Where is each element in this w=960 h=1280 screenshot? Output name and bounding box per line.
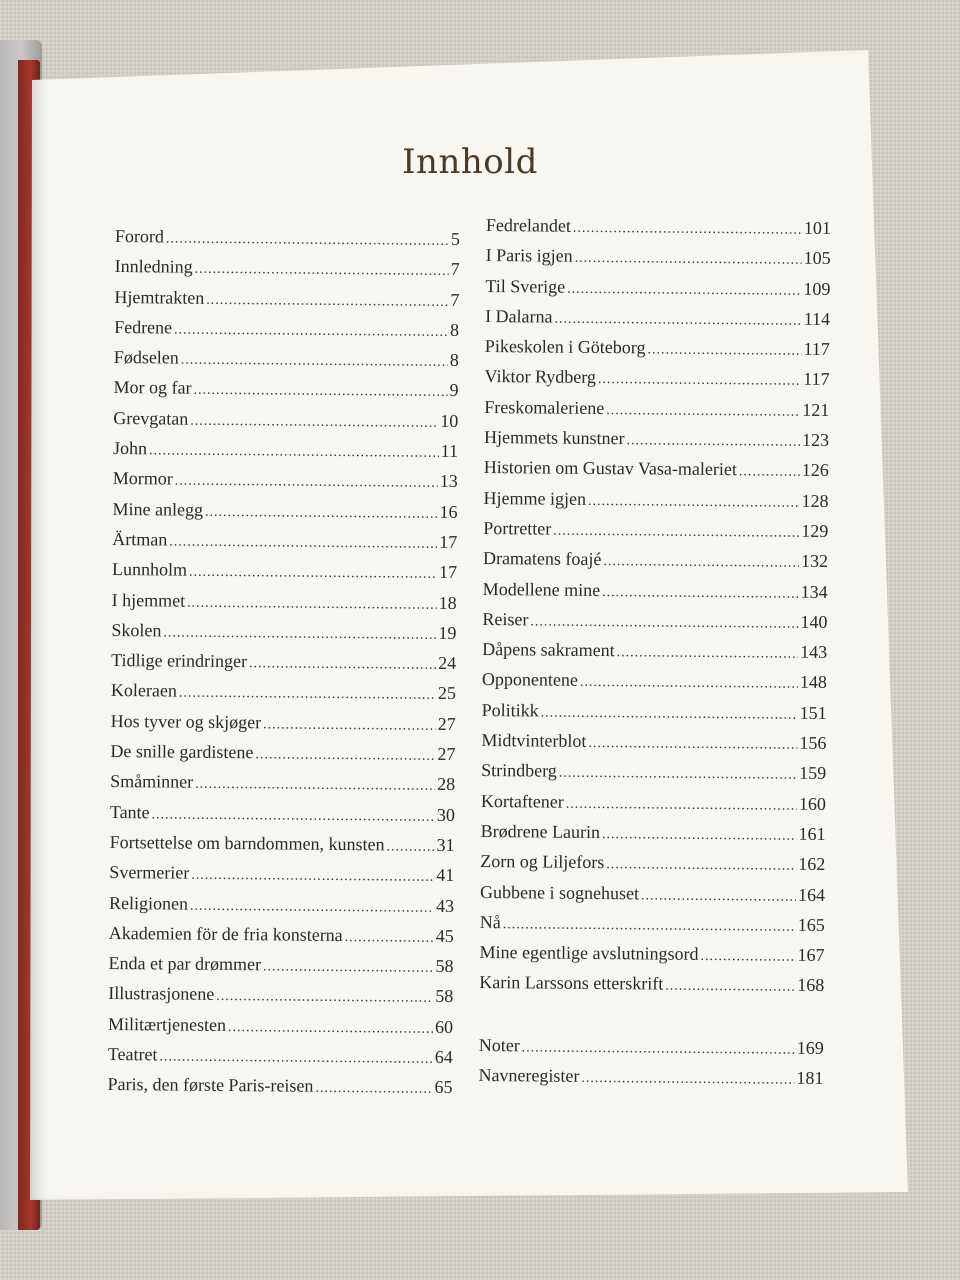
toc-entry-title: Forord (114, 226, 164, 247)
toc-dot-leader (163, 625, 436, 643)
toc-page-number: 128 (801, 490, 829, 511)
toc-entry-title: Gubbene i sognehuset (480, 881, 640, 903)
toc-dot-leader (606, 857, 796, 875)
toc-spacer (479, 1003, 824, 1038)
toc-entry (108, 1014, 453, 1047)
toc-entry-title: Lunnholm (111, 559, 188, 580)
toc-entry-title: Opponentene (481, 669, 578, 691)
toc-entry (479, 942, 824, 975)
toc-page-number: 24 (438, 652, 457, 674)
toc-entry-title: Mor og far (113, 377, 192, 399)
toc-entry-title: Svermerier (109, 862, 190, 883)
toc-dot-leader (206, 292, 448, 310)
toc-entry (113, 408, 458, 441)
toc-entry-title: Navneregister (478, 1064, 580, 1086)
toc-dot-leader (255, 747, 435, 765)
toc-entry-title: Teatret (107, 1043, 158, 1065)
toc-entry-title: Religionen (109, 892, 189, 914)
toc-entry (483, 548, 828, 581)
toc-entry-title: Kortaftener (480, 790, 564, 812)
toc-entry (481, 760, 826, 793)
toc-entry-title: Hjemtrakten (114, 286, 205, 308)
toc-entry (483, 488, 828, 521)
toc-page-number: 18 (438, 592, 457, 613)
toc-page-number: 27 (437, 713, 456, 734)
toc-entry (481, 791, 826, 824)
toc-dot-leader (169, 534, 437, 552)
toc-dot-leader (159, 1049, 432, 1067)
toc-page-number: 5 (450, 228, 460, 250)
toc-entry-title: Reiser (482, 608, 529, 630)
toc-dot-leader (602, 585, 799, 603)
toc-dot-leader (598, 372, 801, 390)
toc-page-number: 148 (799, 672, 828, 693)
toc-page-number: 160 (798, 793, 826, 814)
toc-entry (109, 893, 454, 926)
toc-page-number: 58 (435, 986, 454, 1007)
toc-page-number: 58 (435, 955, 454, 977)
toc-page-number: 27 (437, 743, 456, 765)
toc-dot-leader (315, 1081, 432, 1098)
toc-dot-leader (149, 443, 439, 462)
toc-entry-title: Koleraen (110, 680, 178, 702)
toc-dot-leader (195, 777, 435, 795)
toc-entry (484, 427, 829, 460)
toc-entry-title: Nå (479, 911, 501, 932)
toc-entry-title: Småminner (110, 771, 194, 793)
toc-dot-leader (189, 565, 437, 583)
toc-dot-leader (588, 736, 797, 754)
toc-page-number: 10 (440, 410, 459, 431)
toc-dot-leader (263, 717, 436, 735)
toc-dot-leader (187, 595, 437, 613)
toc-page-number: 30 (436, 804, 455, 825)
toc-entry-title: Tante (109, 801, 150, 822)
toc-dot-leader (166, 231, 449, 249)
toc-page-number: 41 (436, 865, 455, 886)
toc-entry (111, 711, 456, 744)
toc-entry (111, 620, 456, 653)
toc-page-number: 65 (434, 1077, 453, 1098)
toc-dot-leader (190, 898, 434, 916)
toc-entry (114, 347, 459, 380)
toc-dot-leader (575, 251, 802, 269)
toc-entry (480, 821, 825, 854)
toc-entry (111, 680, 456, 713)
toc-page-number: 11 (440, 440, 459, 462)
toc-entry-title: Brødrene Laurin (480, 820, 601, 842)
toc-entry-title: Karin Larssons etterskrift (479, 972, 664, 994)
toc-entry (484, 366, 829, 399)
toc-entry-title: Skolen (111, 619, 162, 641)
toc-dot-leader (567, 281, 801, 299)
toc-page-number: 31 (436, 834, 455, 855)
toc-entry (109, 832, 454, 865)
toc-entry (484, 397, 829, 430)
toc-page-number: 28 (437, 774, 456, 795)
toc-entry (482, 609, 827, 642)
toc-dot-leader (530, 614, 798, 632)
toc-dot-leader (179, 686, 436, 704)
toc-entry-title: Politikk (481, 699, 539, 721)
toc-dot-leader (522, 1040, 795, 1058)
toc-page-number: 140 (800, 611, 828, 632)
toc-dot-leader (553, 524, 799, 542)
toc-entry-title: Mormor (112, 468, 173, 489)
toc-dot-leader (603, 554, 799, 572)
toc-page-number: 19 (438, 622, 457, 643)
toc-entry-title: Noter (478, 1034, 520, 1056)
toc-entry-title: Dåpens sakrament (482, 639, 615, 661)
toc-page-number: 126 (801, 460, 829, 481)
toc-entry (482, 639, 827, 672)
toc-entry-title: Mine egentlige avslutningsord (479, 942, 699, 965)
toc-entry (485, 276, 830, 309)
toc-page-number: 105 (803, 248, 831, 269)
toc-dot-leader (626, 433, 800, 451)
toc-entry (109, 923, 454, 956)
toc-page-number: 159 (799, 763, 827, 784)
toc-page-number: 181 (796, 1067, 824, 1088)
toc-dot-leader (503, 917, 796, 936)
toc-entry (112, 590, 457, 623)
toc-entry (479, 1035, 824, 1068)
toc-entry (485, 245, 830, 278)
toc-page-number: 13 (439, 471, 458, 492)
toc-dot-leader (641, 888, 796, 905)
toc-page-number: 45 (435, 925, 454, 946)
toc-dot-leader (175, 474, 438, 492)
toc-entry-title: Innledning (114, 256, 193, 277)
toc-entry (109, 862, 454, 895)
toc-page-number: 123 (801, 429, 830, 451)
toc-page-number: 167 (797, 944, 825, 966)
toc-entry-title: Til Sverige (485, 275, 566, 297)
toc-entry-title: Strindberg (481, 760, 557, 781)
toc-entry (483, 518, 828, 551)
toc-page-number: 17 (438, 562, 458, 583)
toc-dot-leader (665, 979, 795, 996)
toc-entry-title: Fedrelandet (485, 215, 571, 236)
toc-dot-leader (152, 807, 435, 825)
toc-page-number: 7 (450, 259, 460, 280)
toc-page-number: 132 (800, 551, 829, 572)
toc-entry-title: Ärtman (112, 528, 168, 550)
toc-dot-leader (739, 465, 800, 482)
toc-page-number: 156 (799, 732, 827, 754)
toc-entry (107, 1074, 452, 1107)
toc-right-column (478, 215, 831, 1098)
toc-page-number: 162 (798, 853, 826, 875)
toc-dot-leader (606, 403, 800, 421)
toc-page-number: 64 (434, 1046, 453, 1067)
toc-entry (485, 336, 830, 369)
toc-entry (113, 438, 458, 471)
toc-entry-title: Akademien för de fria konsterna (108, 922, 343, 945)
toc-page-number: 117 (803, 369, 830, 390)
toc-entry (114, 256, 459, 289)
toc-dot-leader (174, 322, 448, 340)
toc-entry-title: Modellene mine (482, 578, 601, 600)
toc-entry-title: Enda et par drømmer (108, 953, 262, 975)
toc-entry (114, 317, 459, 350)
toc-entry-title: Pikeskolen i Göteborg (484, 336, 646, 358)
toc-entry-title: Portretter (483, 517, 552, 539)
toc-dot-leader (191, 868, 434, 886)
toc-dot-leader (541, 705, 798, 723)
toc-entry (480, 912, 825, 945)
toc-entry (482, 669, 827, 702)
toc-entry-title: Tidlige erindringer (111, 650, 248, 672)
toc-page-number: 164 (797, 884, 826, 905)
toc-dot-leader (647, 343, 801, 360)
toc-dot-leader (205, 504, 438, 522)
toc-page-number: 60 (434, 1016, 454, 1037)
toc-page-number: 17 (439, 531, 458, 552)
toc-entry-title: Hos tyver og skjøger (110, 710, 262, 733)
toc-entry (483, 579, 828, 612)
toc-entry (480, 851, 825, 884)
toc-dot-leader (263, 959, 434, 976)
toc-page-number: 168 (797, 975, 825, 996)
toc-page-number: 165 (797, 914, 825, 935)
page-title: Innhold (402, 142, 538, 182)
toc-entry-title: Illustrasjonene (108, 983, 215, 1005)
toc-entry (110, 802, 455, 835)
toc-entry-title: Freskomaleriene (484, 396, 605, 418)
toc-entry-title: Historien om Gustav Vasa-maleriet (483, 457, 737, 480)
toc-entry (113, 468, 458, 501)
toc-dot-leader (573, 221, 802, 239)
toc-entry-title: Grevgatan (113, 407, 189, 429)
toc-entry (480, 882, 825, 915)
toc-dot-leader (228, 1020, 433, 1038)
toc-dot-leader (554, 311, 801, 329)
toc-dot-leader (181, 353, 448, 371)
toc-dot-leader (566, 796, 797, 814)
toc-dot-leader (345, 930, 434, 947)
toc-page-number: 143 (800, 641, 828, 663)
toc-page-number: 8 (450, 319, 460, 340)
toc-page-number: 8 (449, 350, 459, 371)
toc-entry-title: I hjemmet (111, 589, 186, 611)
toc-page-number: 16 (439, 501, 458, 522)
toc-entry-title: Mine anlegg (112, 498, 204, 520)
toc-page-number: 169 (796, 1037, 824, 1058)
toc-entry (479, 972, 824, 1005)
toc-entry-title: Viktor Rydberg (484, 366, 597, 388)
toc-page-number: 114 (803, 308, 831, 329)
toc-entry (115, 226, 460, 259)
toc-page-number: 109 (803, 278, 831, 299)
toc-entry (108, 983, 453, 1016)
toc-dot-leader (195, 262, 449, 280)
toc-page-number: 117 (803, 338, 830, 360)
toc-entry (108, 1044, 453, 1077)
toc-page-number: 101 (803, 217, 831, 239)
toc-entry-title: Fedrene (114, 316, 173, 338)
toc-entry (112, 559, 457, 592)
toc-entry-title: Dramatens foajé (482, 548, 602, 570)
toc-entry (110, 771, 455, 804)
toc-page-number: 161 (798, 823, 826, 844)
toc-entry (112, 529, 457, 562)
toc-dot-leader (602, 827, 797, 845)
toc-page-number: 43 (435, 895, 455, 916)
toc-page-number: 7 (450, 289, 460, 310)
toc-dot-leader (193, 383, 447, 401)
toc-page-number: 25 (437, 683, 457, 704)
toc-entry (481, 730, 826, 763)
toc-entry-title: Zorn og Liljefors (480, 851, 605, 873)
toc-entry-title: Militærtjenesten (107, 1013, 227, 1035)
toc-page-number: 134 (800, 581, 828, 602)
toc-entry (482, 700, 827, 733)
toc-entry-title: John (112, 438, 148, 459)
toc-page-number: 121 (802, 399, 830, 420)
toc-dot-leader (700, 949, 795, 966)
toc-entry-title: Fortsettelse om barndommen, kunsten (109, 831, 385, 855)
toc-dot-leader (559, 766, 797, 784)
toc-dot-leader (386, 839, 434, 855)
toc-entry (110, 741, 455, 774)
toc-dot-leader (580, 675, 798, 693)
toc-entry (108, 953, 453, 986)
toc-entry (485, 306, 830, 339)
toc-dot-leader (216, 989, 433, 1007)
toc-dot-leader (190, 413, 438, 431)
toc-page-number: 129 (801, 520, 829, 541)
toc-dot-leader (249, 656, 436, 674)
toc-entry-title: Midtvinterblot (481, 730, 587, 751)
toc-page-number: 9 (449, 380, 459, 401)
toc-dot-leader (617, 645, 799, 663)
toc-entry (478, 1065, 823, 1098)
toc-entry-title: Paris, den første Paris-reisen (107, 1074, 314, 1097)
toc-entry (114, 287, 459, 320)
toc-entry (486, 215, 831, 248)
toc-entry-title: I Dalarna (485, 305, 553, 327)
toc-entry (113, 377, 458, 410)
toc-entry (112, 499, 457, 532)
toc-entry-title: I Paris igjen (485, 245, 573, 267)
toc-entry-title: De snille gardistene (110, 741, 254, 763)
toc-entry (484, 457, 829, 490)
toc-dot-leader (581, 1071, 794, 1089)
toc-entry-title: Hjemme igjen (483, 487, 587, 509)
toc-entry-title: Fødselen (113, 347, 179, 368)
toc-dot-leader (588, 494, 800, 512)
toc-left-column (107, 226, 460, 1108)
toc-entry-title: Hjemmets kunstner (483, 427, 625, 449)
toc-page-number: 151 (799, 702, 827, 723)
toc-entry (111, 650, 456, 683)
